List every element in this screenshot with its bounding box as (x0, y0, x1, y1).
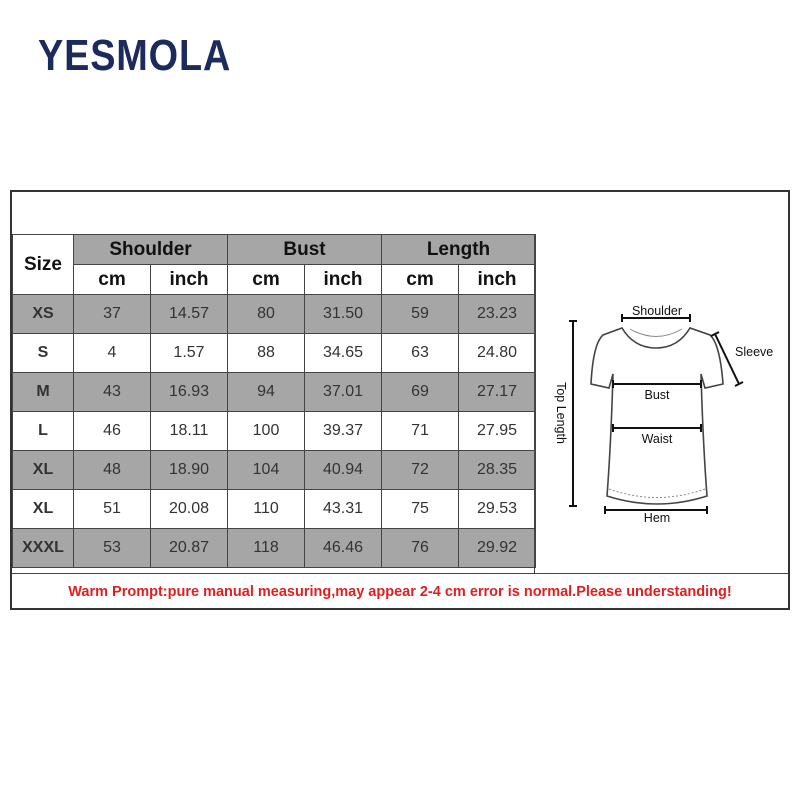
table-cell: 18.90 (151, 451, 228, 490)
table-cell: 100 (228, 412, 305, 451)
table-cell: 16.93 (151, 373, 228, 412)
bust-label: Bust (644, 388, 670, 402)
table-cell: 72 (382, 451, 459, 490)
table-cell: 59 (382, 295, 459, 334)
table-cell: 29.92 (459, 529, 536, 568)
table-cell: 37 (74, 295, 151, 334)
unit-header: inch (151, 265, 228, 295)
table-cell: 39.37 (305, 412, 382, 451)
size-column-header: Size (13, 235, 74, 295)
table-cell: 20.87 (151, 529, 228, 568)
unit-header: cm (228, 265, 305, 295)
table-row (13, 373, 536, 412)
table-cell: 46.46 (305, 529, 382, 568)
size-label: XL (13, 451, 74, 490)
sleeve-line (715, 334, 739, 384)
table-cell: 37.01 (305, 373, 382, 412)
table-cell: 29.53 (459, 490, 536, 529)
table-cell: 1.57 (151, 334, 228, 373)
table-cell: 88 (228, 334, 305, 373)
table-cell: 63 (382, 334, 459, 373)
table-cell: 23.23 (459, 295, 536, 334)
table-cell: 31.50 (305, 295, 382, 334)
table-row (13, 490, 536, 529)
tshirt-outline (591, 328, 723, 504)
size-label: XXXL (13, 529, 74, 568)
table-cell: 4 (74, 334, 151, 373)
length-header: Length (382, 235, 536, 265)
table-cell: 75 (382, 490, 459, 529)
table-cell: 27.17 (459, 373, 536, 412)
table-cell: 28.35 (459, 451, 536, 490)
unit-header: cm (382, 265, 459, 295)
unit-header: inch (459, 265, 536, 295)
unit-header: inch (305, 265, 382, 295)
table-row (13, 529, 536, 568)
table-cell: 71 (382, 412, 459, 451)
table-cell: 20.08 (151, 490, 228, 529)
table-cell: 24.80 (459, 334, 536, 373)
table-row (13, 334, 536, 373)
size-table (12, 234, 536, 568)
table-cell: 110 (228, 490, 305, 529)
table-cell: 80 (228, 295, 305, 334)
table-cell: 43 (74, 373, 151, 412)
table-cell: 94 (228, 373, 305, 412)
table-cell: 51 (74, 490, 151, 529)
table-cell: 118 (228, 529, 305, 568)
table-row (13, 412, 536, 451)
collar-line (630, 329, 682, 337)
table-cell: 40.94 (305, 451, 382, 490)
table-cell: 14.57 (151, 295, 228, 334)
brand-logo: YESMOLA (38, 31, 232, 80)
size-label: XL (13, 490, 74, 529)
unit-header: cm (74, 265, 151, 295)
table-cell: 76 (382, 529, 459, 568)
table-cell: 34.65 (305, 334, 382, 373)
size-label: L (13, 412, 74, 451)
waist-label: Waist (641, 432, 673, 446)
table-cell: 27.95 (459, 412, 536, 451)
size-label: S (13, 334, 74, 373)
sleeve-label: Sleeve (735, 345, 774, 359)
shoulder-header: Shoulder (74, 235, 228, 265)
table-cell: 53 (74, 529, 151, 568)
hem-label: Hem (643, 511, 671, 525)
tshirt-measurement-diagram (535, 234, 788, 572)
table-cell: 46 (74, 412, 151, 451)
table-row (13, 451, 536, 490)
table-row (13, 295, 536, 334)
size-label: M (13, 373, 74, 412)
warning-note: Warm Prompt:pure manual measuring,may appear 2-4 cm error is normal.Please understanding! (12, 573, 788, 609)
shoulder-label: Shoulder (631, 304, 683, 318)
table-cell: 69 (382, 373, 459, 412)
table-cell: 43.31 (305, 490, 382, 529)
table-cell: 48 (74, 451, 151, 490)
bust-header: Bust (228, 235, 382, 265)
table-cell: 104 (228, 451, 305, 490)
table-cell: 18.11 (151, 412, 228, 451)
hem-dashes (609, 489, 705, 498)
size-label: XS (13, 295, 74, 334)
top-length-label: Top Length (554, 382, 568, 444)
